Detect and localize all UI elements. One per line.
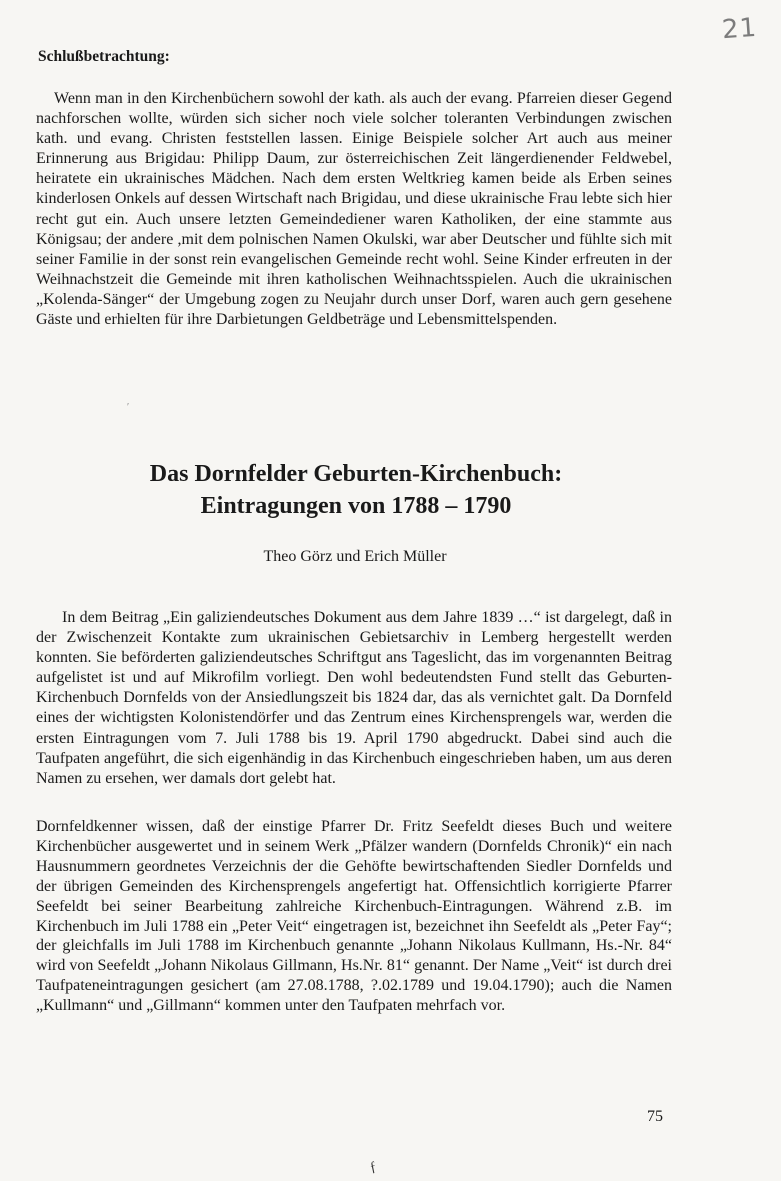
article-title-line-2: Eintragungen von 1788 – 1790: [200, 493, 512, 519]
closing-paragraph: Wenn man in den Kirchenbüchern sowohl der kath. als auch der evang. Pfarreien dieser Gegend nachforschen wollte, würden sich sicher noch viele solcher toleranten Verbindungen zwischen kath. und evang. Christen feststellen lassen. Einige Beispiele solcher Art auch aus meiner Erinnerung aus Brigidau: Philipp Daum, zur österreichischen Zeit längerdienender Feldwebel, heiratete ein ukrainisches Mädchen. Nach dem ersten Weltkrieg kamen beide als Erben seines kinderlosen Onkels auf dessen Wirtschaft nach Brigidau, und diese ukrainische Frau lebte sich hier recht gut ein. Auch unsere letzten Gemeindediener waren Katholiken, der eine stammte aus Königsau; der andere ,mit dem polnischen Namen Okulski, war aber Deutscher und fühlte sich mit seiner Familie in der sonst rein evangelischen Gemeinde recht wohl. Seine Kinder erfreuten in der Weihnachstzeit die Gemeinde mit ihren katholischen Weihnachtsspielen. Auch die ukrainischen „Kolenda-Sänger“ der Umgebung zogen zu Neujahr durch unser Dorf, waren auch gern gesehene Gäste und erhielten für ihre Darbietungen Geldbeträge und Lebensmittelspenden.: [36, 90, 672, 329]
scan-speck: ƒ: [367, 1159, 380, 1176]
article-title-line-1: Das Dornfelder Geburten-Kirchenbuch:: [149, 461, 563, 487]
article-paragraph-2: Dornfeldkenner wissen, daß der einstige Pfarrer Dr. Fritz Seefeldt dieses Buch und weitere Kirchenbücher ausgewertet und in seinem Werk „Pfälzer wandern (Dornfelds Chronik)“ ein nach Hausnummern geordnetes Verzeichnis der die Gehöfte bewirtschaftenden Siedler Dornfelds und der übrigen Gemeinden des Kirchensprengels angefertigt hat. Offensichtlich korrigierte Pfarrer Seefeldt bei seiner Bearbeitung zahlreiche Kirchenbuch-Eintragungen. Während z.B. im Kirchenbuch im Juli 1788 ein „Peter Veit“ eingetragen ist, bezeichnet ihn Seefeldt als „Peter Fay“; der gleichfalls im Juli 1788 im Kirchenbuch genannte „Johann Nikolaus Kullmann, Hs.-Nr. 84“ wird von Seefeldt „Johann Nikolaus Gillmann, Hs.Nr. 81“ genannt. Der Name „Veit“ ist durch drei Taufpateneintragungen gesichert (am 27.08.1788, ?.02.1789 und 19.04.1790); auch die Namen „Kullmann“ und „Gillmann“ kommen unter den Taufpaten mehrfach vor.: [36, 818, 672, 1015]
page-number: 75: [647, 1108, 663, 1125]
section-heading: Schlußbetrachtung:: [38, 48, 170, 65]
scan-speck: ′: [127, 402, 130, 413]
article-paragraph-1: In dem Beitrag „Ein galiziendeutsches Dokument aus dem Jahre 1839 …“ ist dargelegt, daß in der Zwischenzeit Kontakte zum ukrainischen Gebietsarchiv in Lemberg hergestellt werden konnten. Sie beförderten galiziendeutsches Schriftgut ans Tageslicht, das im vorgenannten Beitrag aufgelistet ist und auf Mikrofilm vorliegt. Den wohl bedeutendsten Fund stellt das Geburten-Kirchenbuch Dornfelds von der Ansiedlungszeit bis 1824 dar, das als vernichtet galt. Da Dornfeld eines der wichtigsten Kolonistendörfer und das Zentrum eines Kirchensprengels war, werden die ersten Eintragungen vom 7. Juli 1788 bis 19. April 1790 abgedruckt. Dabei sind auch die Taufpaten angeführt, die sich eigenhändig in das Kirchenbuch eingeschrieben haben, um aus deren Namen zu ersehen, wer damals dort gelebt hat.: [36, 609, 672, 787]
article-authors: Theo Görz und Erich Müller: [263, 548, 447, 565]
article-title: [0, 458, 712, 522]
handwritten-page-mark: 21: [720, 12, 759, 46]
